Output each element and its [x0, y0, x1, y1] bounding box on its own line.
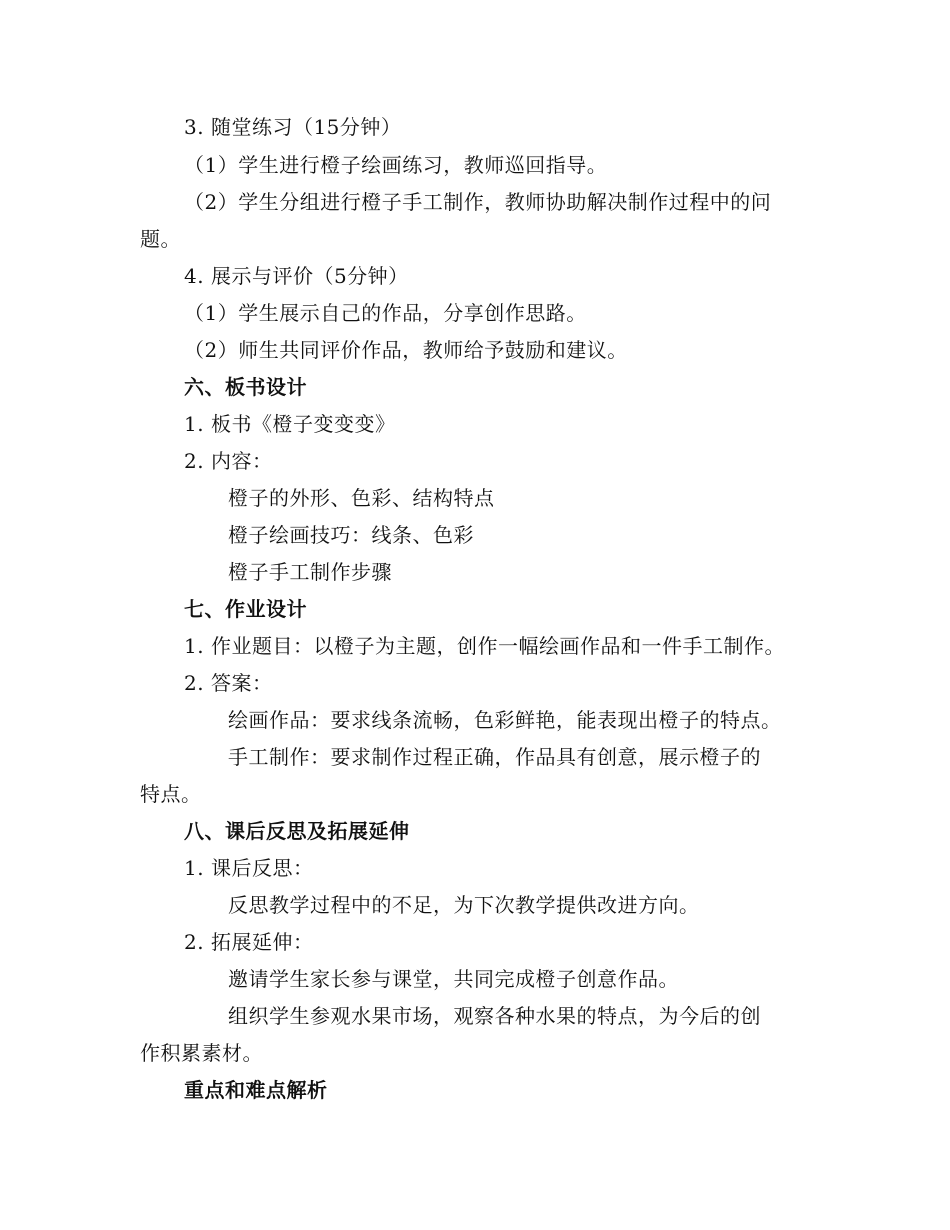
section-heading: 六、板书设计 [184, 375, 307, 399]
text-line: 手工制作：要求制作过程正确，作品具有创意，展示橙子的 [228, 745, 761, 769]
text-line: 组织学生参观水果市场，观察各种水果的特点，为今后的创 [228, 1004, 761, 1028]
text-line: 反思教学过程中的不足，为下次教学提供改进方向。 [228, 893, 700, 917]
text-line: 橙子绘画技巧：线条、色彩 [228, 523, 474, 547]
text-line: 邀请学生家长参与课堂，共同完成橙子创意作品。 [228, 967, 679, 991]
section-heading: 八、课后反思及拓展延伸 [184, 819, 410, 843]
text-line: （1）学生进行橙子绘画练习，教师巡回指导。 [184, 153, 608, 177]
text-line: 2. 拓展延伸： [184, 930, 314, 954]
text-line: 3. 随堂练习（15分钟） [184, 115, 402, 139]
text-line: 题。 [140, 227, 181, 251]
text-line: 4. 展示与评价（5分钟） [184, 264, 409, 288]
text-line: 橙子的外形、色彩、结构特点 [228, 486, 495, 510]
text-line: 特点。 [140, 782, 202, 806]
text-line: 作积累素材。 [140, 1041, 263, 1065]
text-line: 1. 板书《橙子变变变》 [184, 412, 396, 436]
text-line: 1. 课后反思： [184, 856, 314, 880]
text-line: （1）学生展示自己的作品，分享创作思路。 [184, 301, 587, 325]
text-line: 橙子手工制作步骤 [228, 560, 392, 584]
text-line: 2. 答案： [184, 671, 273, 695]
text-line: （2）师生共同评价作品，教师给予鼓励和建议。 [184, 338, 628, 362]
text-line: 2. 内容： [184, 449, 273, 473]
text-line: 绘画作品：要求线条流畅，色彩鲜艳，能表现出橙子的特点。 [228, 708, 782, 732]
text-line: 1. 作业题目：以橙子为主题，创作一幅绘画作品和一件手工制作。 [184, 634, 785, 658]
text-line: （2）学生分组进行橙子手工制作，教师协助解决制作过程中的问 [184, 190, 772, 214]
section-heading: 七、作业设计 [184, 597, 307, 621]
section-heading: 重点和难点解析 [184, 1078, 328, 1102]
